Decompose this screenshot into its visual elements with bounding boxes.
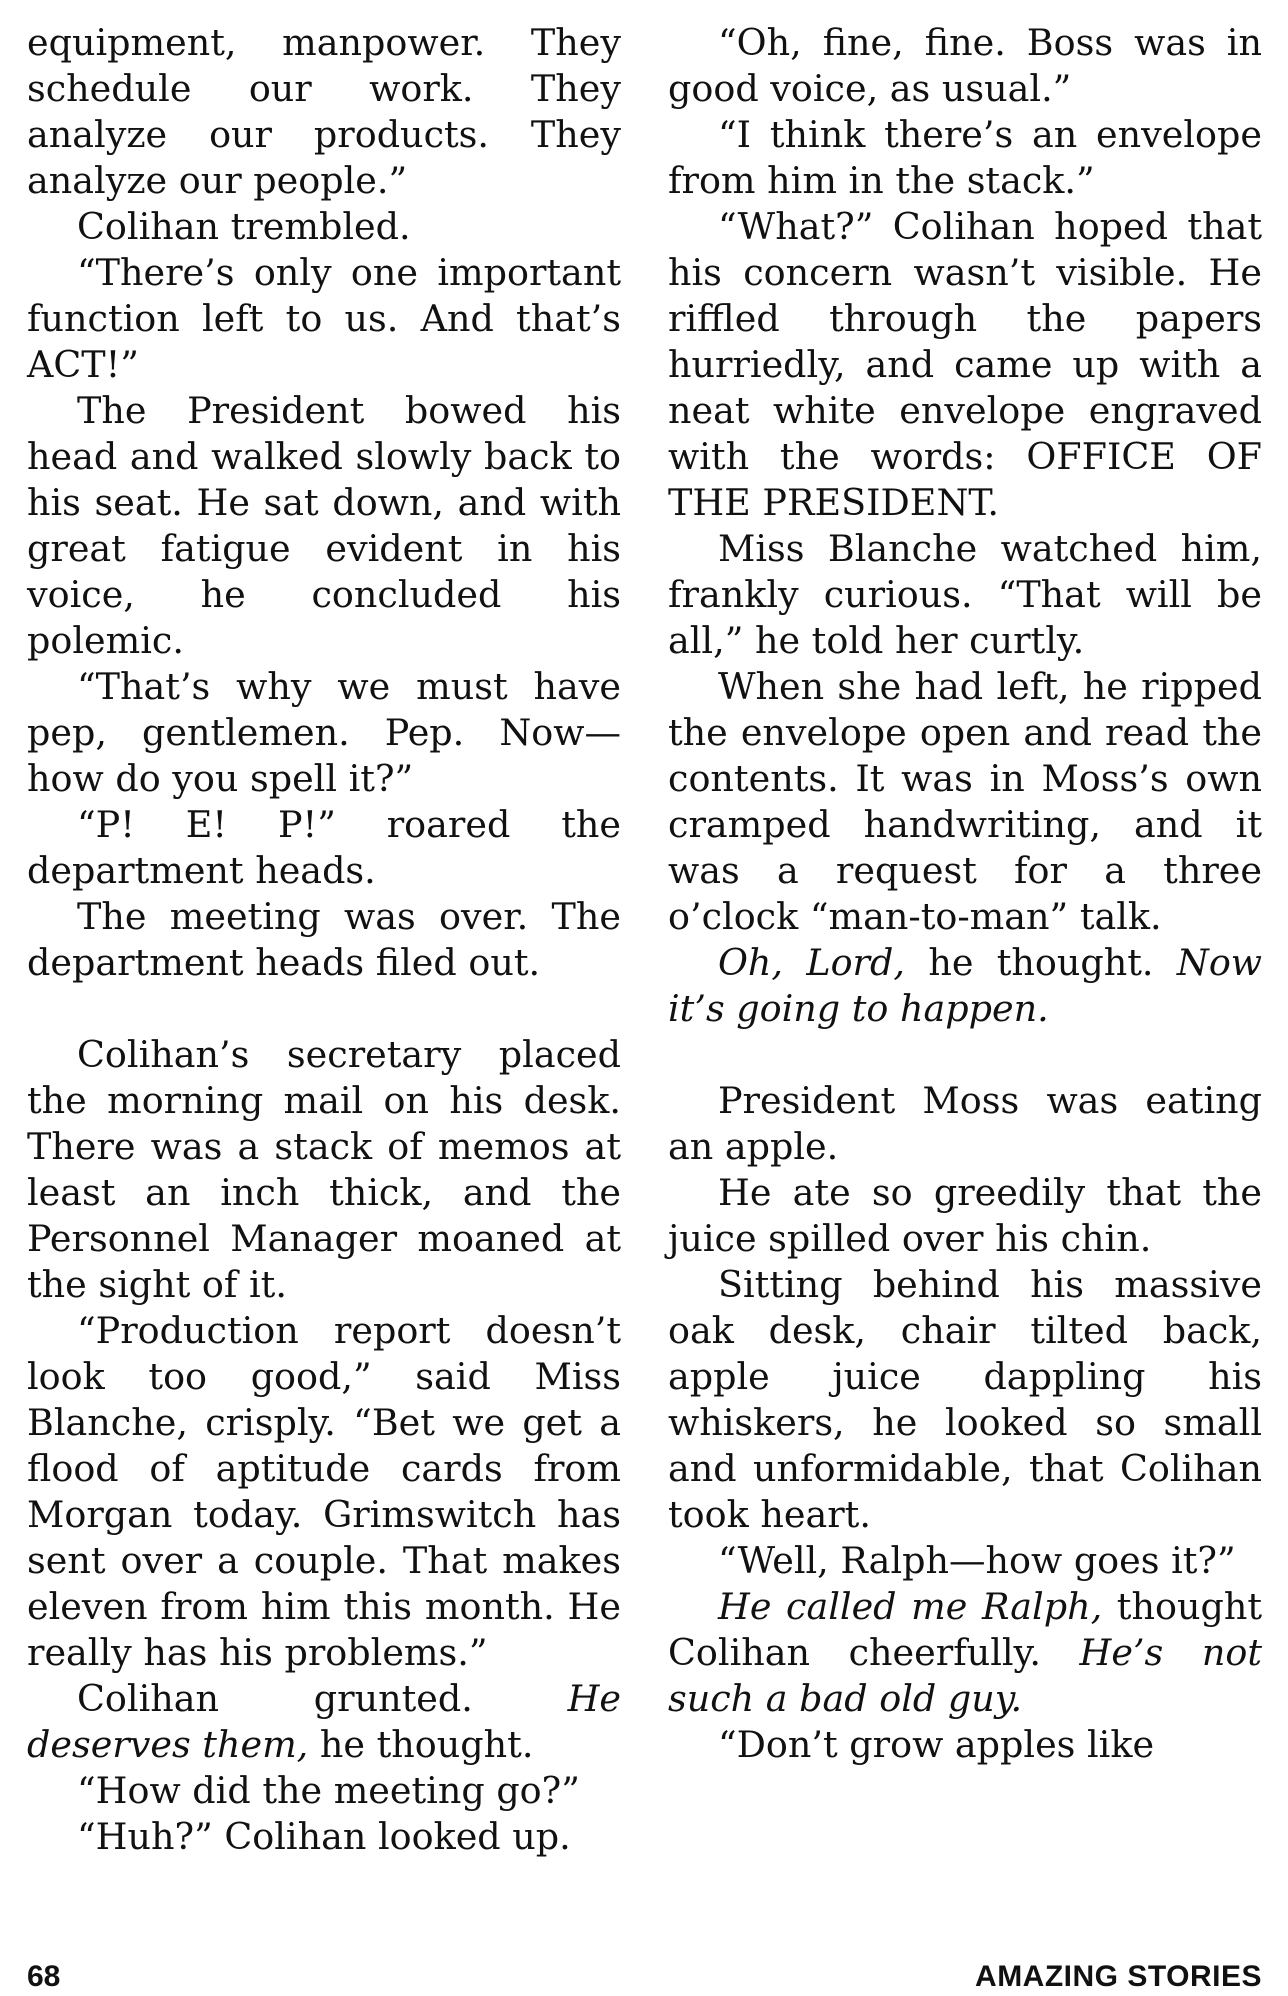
italic-thought: He deserves them,: [27, 1677, 621, 1766]
paragraph: The meeting was over. The department heads filed out.: [27, 895, 621, 984]
paragraph: Colihan’s secretary placed the morning mail on his desk. There was a stack of memos at least an inch thick, and the Personnel Manager moaned at the sight of it.: [27, 1033, 621, 1306]
paragraph: The President bowed his head and walked slowly back to his seat. He sat down, and with great fatigue evident in his voice, he concluded his polemic.: [27, 389, 621, 662]
italic-thought: Oh, Lord,: [718, 941, 905, 984]
left-column: [27, 20, 621, 1860]
paragraph: “There’s only one important function left to us. And that’s ACT!”: [27, 251, 621, 386]
paragraph: Miss Blanche watched him, frankly curious. “That will be all,” he told her curtly.: [668, 527, 1262, 662]
paragraph: When she had left, he ripped the envelope open and read the contents. It was in Moss’s own cramped handwriting, and it was a request for a three o’clock “man-to-man” talk.: [668, 665, 1262, 938]
italic-thought: He called me Ralph,: [718, 1585, 1103, 1628]
paragraph: “Oh, fine, fine. Boss was in good voice, as usual.”: [668, 21, 1262, 110]
text-run: he thought.: [928, 941, 1154, 984]
paragraph: “Production report doesn’t look too good,” said Miss Blanche, crisply. “Bet we get a flood of aptitude cards from Morgan today. Grimswitch has sent over a couple. That makes eleven from him this month. He really has his problems.”: [27, 1309, 621, 1674]
paragraph: “Well, Ralph—how goes it?”: [718, 1539, 1236, 1582]
paragraph: “Don’t grow apples like: [718, 1723, 1155, 1766]
italic-thought: Now it’s going to happen.: [668, 941, 1263, 1030]
paragraph: [668, 1584, 1262, 1722]
paragraph: “What?” Colihan hoped that his concern wasn’t visible. He riffled through the papers hurriedly, and came up with a neat white envelope engraved with the words: OFFICE OF THE PRESIDENT.: [668, 205, 1262, 524]
right-column: [668, 20, 1262, 1768]
paragraph: [668, 940, 1262, 1032]
paragraph: “Huh?” Colihan looked up.: [77, 1815, 571, 1858]
page-number: 68: [27, 1960, 61, 1993]
text-run: he thought.: [319, 1723, 534, 1766]
text-run: Colihan grunted.: [77, 1677, 473, 1720]
paragraph: “That’s why we must have pep, gentlemen. Pep. Now—how do you spell it?”: [27, 665, 621, 800]
paragraph: equipment, manpower. They schedule our work. They analyze our products. They analyze our people.”: [27, 21, 621, 202]
paragraph: Sitting behind his massive oak desk, chair tilted back, apple juice dappling his whiskers, he looked so small and unformidable, that Colihan took heart.: [668, 1263, 1262, 1536]
italic-thought: He’s not such a bad old guy.: [668, 1631, 1262, 1720]
paragraph: “P! E! P!” roared the department heads.: [27, 803, 621, 892]
paragraph: “I think there’s an envelope from him in the stack.”: [668, 113, 1262, 202]
magazine-name: AMAZING STORIES: [975, 1960, 1262, 1993]
paragraph: [27, 1676, 621, 1768]
text-run: thought Colihan cheerfully.: [668, 1585, 1262, 1674]
paragraph: He ate so greedily that the juice spilled over his chin.: [668, 1171, 1262, 1260]
paragraph: Colihan trembled.: [77, 205, 411, 248]
page-footer: [27, 1960, 1262, 1996]
paragraph: “How did the meeting go?”: [77, 1769, 580, 1812]
paragraph: President Moss was eating an apple.: [668, 1079, 1262, 1168]
